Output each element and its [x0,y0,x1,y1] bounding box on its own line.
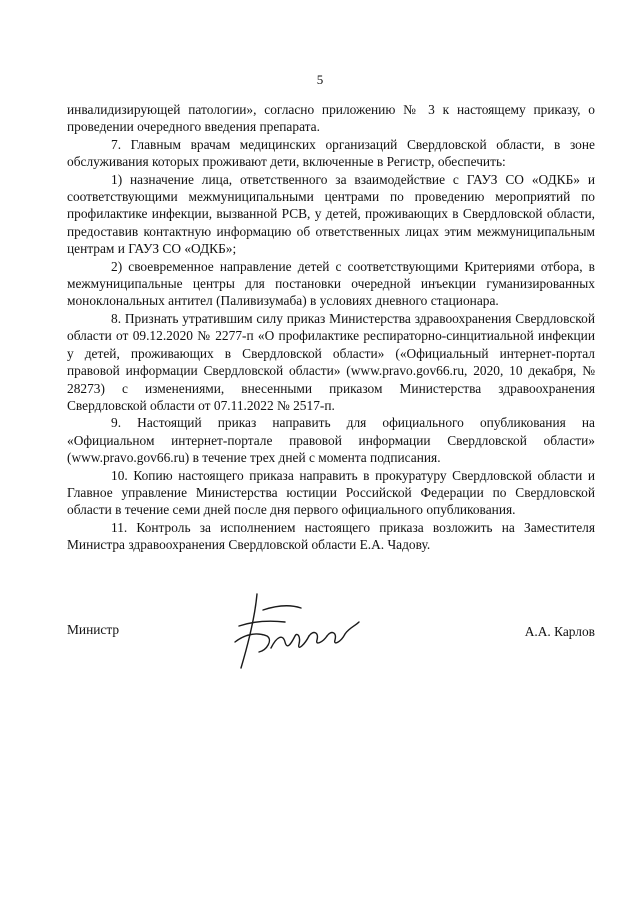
signatory-title: Министр [67,622,120,637]
page-number: 5 [316,72,324,87]
paragraph: 7. Главным врачам медицинских организаций Свердловской области, в зоне обслуживания которых проживают дети, включенные в Регистр, обеспечить: [67,136,595,170]
handwritten-signature [227,586,377,676]
paragraph: 10. Копию настоящего приказа направить в прокуратуру Свердловской области и Главное управление Министерства юстиции Российской Федерации по Свердловской области в течение семи дней после дня первого официального опубликования. [67,467,595,518]
paragraph: 2) своевременное направление детей с соответствующими Критериями отбора, в межмуниципальные центры для постановки очередной инъекции гуманизированных моноклональных антител (Паливизумаба) в условиях дневного стационара. [67,258,595,309]
signature-block [67,586,595,676]
paragraph: инвалидизирующей патологии», согласно приложению № 3 к настоящему приказу, о проведении очередного введения препарата. [67,102,595,135]
document-body [67,101,595,554]
paragraph: 11. Контроль за исполнением настоящего приказа возложить на Заместителя Министра здравоохранения Свердловской области Е.А. Чадову. [67,519,595,553]
paragraph: 9. Настоящий приказ направить для официального опубликования на «Официальном интернет-портале правовой информации Свердловской области» (www.pravo.gov66.ru) в течение трех дней с момента подписания. [67,415,595,466]
paragraph: 1) назначение лица, ответственного за взаимодействие с ГАУЗ СО «ОДКБ» и соответствующими межмуниципальными центрами по проведению мероприятий по профилактике инфекции, вызванной РСВ, у детей, проживающих в Свердловской области, предоставив контактную информацию об ответственных лицах этим межмуниципальным центрам и ГАУЗ СО «ОДКБ»; [67,171,595,257]
paragraph: 8. Признать утратившим силу приказ Министерства здравоохранения Свердловской области от 09.12.2020 № 2277-п «О профилактике респираторно-синцитиальной инфекции у детей, проживающих в Свердловской области» («Официальный интернет-портал правовой информации Свердловской области» (www.pravo.gov66.ru, 2020, 10 декабря, № 28273) с изменениями, внесенными приказом Министерства здравоохранения Свердловской области от 07.11.2022 № 2517-п. [67,310,595,413]
signatory-name: А.А. Карлов [524,624,595,639]
